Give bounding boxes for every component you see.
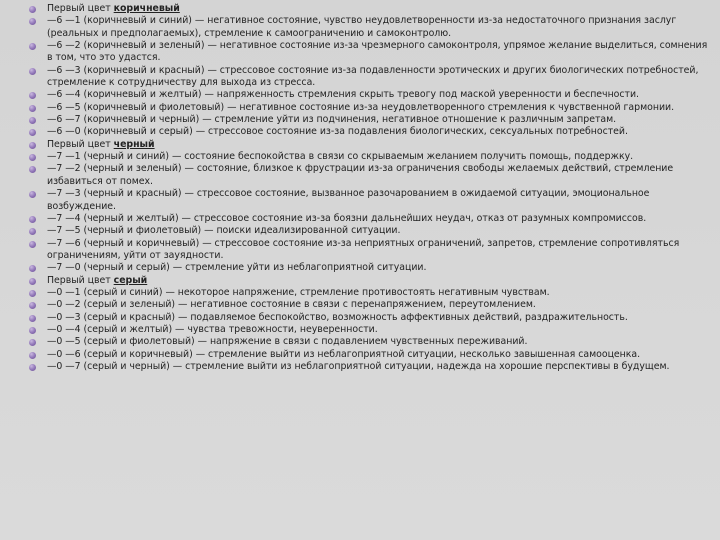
list-item-text: —0 —3 (серый и красный) — подавляемое беспокойство, возможность аффективных действий, раздражительность. [47, 311, 628, 323]
list-item [38, 40, 714, 65]
list-item-text: —0 —7 (серый и черный) — стремление выйти из неблагоприятной ситуации, надежда на хорошие перспективы в будущем. [47, 360, 670, 372]
list-item [38, 336, 714, 348]
list-item-text: —6 —2 (коричневый и зеленый) — негативное состояние из-за чрезмерного самоконтроля, упрямое желание выделиться, сомнения в том, что это удастся. [47, 40, 708, 64]
bullet-icon [29, 129, 36, 136]
list-item-text: —7 —0 (черный и серый) — стремление уйти из неблагоприятной ситуации. [47, 262, 427, 274]
bullet-icon [29, 364, 36, 371]
list-item [38, 238, 714, 263]
list-item-text: —7 —1 (черный и синий) — состояние беспокойства в связи со скрываемым желанием получить помощь, поддержку. [47, 151, 634, 163]
list-item-text: —7 —2 (черный и зеленый) — состояние, близкое к фрустрации из-за ограничения свободы желаемых действий, стремление избавиться от помех. [47, 163, 674, 187]
list-item [38, 188, 714, 213]
group-header-color: коричневый [113, 3, 180, 14]
bullet-icon [29, 68, 36, 75]
list-item-text: —0 —5 (серый и фиолетовый) — напряжение в связи с подавлением чувственных переживаний. [47, 336, 528, 348]
list-item-text: —6 —3 (коричневый и красный) — стрессовое состояние из-за подавленности эротических и других биологических потребностей, стремление к сотрудничеству для выхода из стресса. [47, 64, 699, 89]
group-header-black [38, 139, 714, 151]
list-item [38, 89, 714, 101]
list-item [38, 349, 714, 361]
bullet-icon [29, 302, 36, 309]
list-item [38, 324, 714, 336]
bullet-icon [29, 216, 36, 223]
group-header-prefix: Первый цвет [47, 274, 114, 286]
list-item [38, 65, 714, 90]
bullet-icon [29, 228, 36, 235]
bullet-icon [29, 191, 36, 198]
list-item-text: —7 —3 (черный и красный) — стрессовое состояние, вызванное разочарованием в ожидаемой ситуации, эмоциональное возбуждение. [47, 188, 650, 212]
list-item-text: —7 —4 (черный и желтый) — стрессовое состояние из-за боязни дальнейших неудач, отказ от разумных компромиссов. [47, 212, 647, 224]
list-item-text: —0 —2 (серый и зеленый) — негативное состояние в связи с перенапряжением, переутомлением. [47, 299, 536, 311]
group-header-grey [38, 275, 714, 287]
list-item [38, 126, 714, 138]
group-header-prefix: Первый цвет [47, 3, 114, 14]
group-header-brown [38, 3, 714, 15]
list-item [38, 312, 714, 324]
list-item-text: —6 —7 (коричневый и черный) — стремление уйти из подчинения, негативное отношение к различным запретам. [47, 114, 617, 126]
group-header-prefix: Первый цвет [47, 138, 114, 150]
list-item [38, 114, 714, 126]
list-item [38, 151, 714, 163]
bullet-icon [29, 43, 36, 50]
bullet-icon [29, 117, 36, 124]
group-header-color: серый [113, 274, 148, 286]
bullet-icon [29, 352, 36, 359]
list-item [38, 287, 714, 299]
list-item [38, 225, 714, 237]
bullet-icon [29, 315, 36, 322]
list-item [38, 15, 714, 40]
list-item [38, 163, 714, 188]
list-item-text: —7 —6 (черный и коричневый) — стрессовое состояние из-за неприятных ограничений, запретов, стремление сопротивляться ограничениям, уйти от зауядности. [47, 237, 680, 261]
list-item [38, 213, 714, 225]
bullet-icon [29, 18, 36, 25]
list-item-text: —0 —6 (серый и коричневый) — стремление выйти из неблагоприятной ситуации, несколько завышенная самооценка. [47, 348, 641, 360]
list-item-text: —7 —5 (черный и фиолетовый) — поиски идеализированной ситуации. [47, 225, 401, 237]
list-item-text: —0 —4 (серый и желтый) — чувства тревожности, неуверенности. [47, 323, 378, 335]
bullet-icon [29, 339, 36, 346]
list-item-text: —6 —0 (коричневый и серый) — стрессовое состояние из-за подавления биологических, сексуальных потребностей. [47, 126, 628, 138]
bullet-icon [29, 154, 36, 161]
list-item-text: —0 —1 (серый и синий) — некоторое напряжение, стремление противостоять негативным чувствам. [47, 286, 550, 298]
bullet-icon [29, 278, 36, 285]
list-item-text: —6 —4 (коричневый и желтый) — напряженность стремления скрыть тревогу под маской уверенности и беспечности. [47, 89, 640, 101]
bullet-icon [29, 290, 36, 297]
bullet-icon [29, 105, 36, 112]
list-item [38, 299, 714, 311]
bullet-icon [29, 142, 36, 149]
list-item [38, 102, 714, 114]
list-item-text: —6 —5 (коричневый и фиолетовый) — негативное состояние из-за неудовлетворенного стремления к чувственной гармонии. [47, 101, 675, 113]
bullet-icon [29, 166, 36, 173]
bullet-icon [29, 327, 36, 334]
list-item [38, 361, 714, 373]
list-item [38, 262, 714, 274]
bullet-icon [29, 265, 36, 272]
bullet-icon [29, 241, 36, 248]
group-header-color: черный [113, 138, 155, 150]
bullet-icon [29, 92, 36, 99]
text-content [38, 3, 714, 373]
list-item-text: —6 —1 (коричневый и синий) — негативное состояние, чувство неудовлетворенности из-за недостаточного признания заслуг (реальных и предполагаемых), стремление к самоограничению и самоконтролю. [47, 15, 677, 39]
bullet-icon [29, 6, 36, 13]
